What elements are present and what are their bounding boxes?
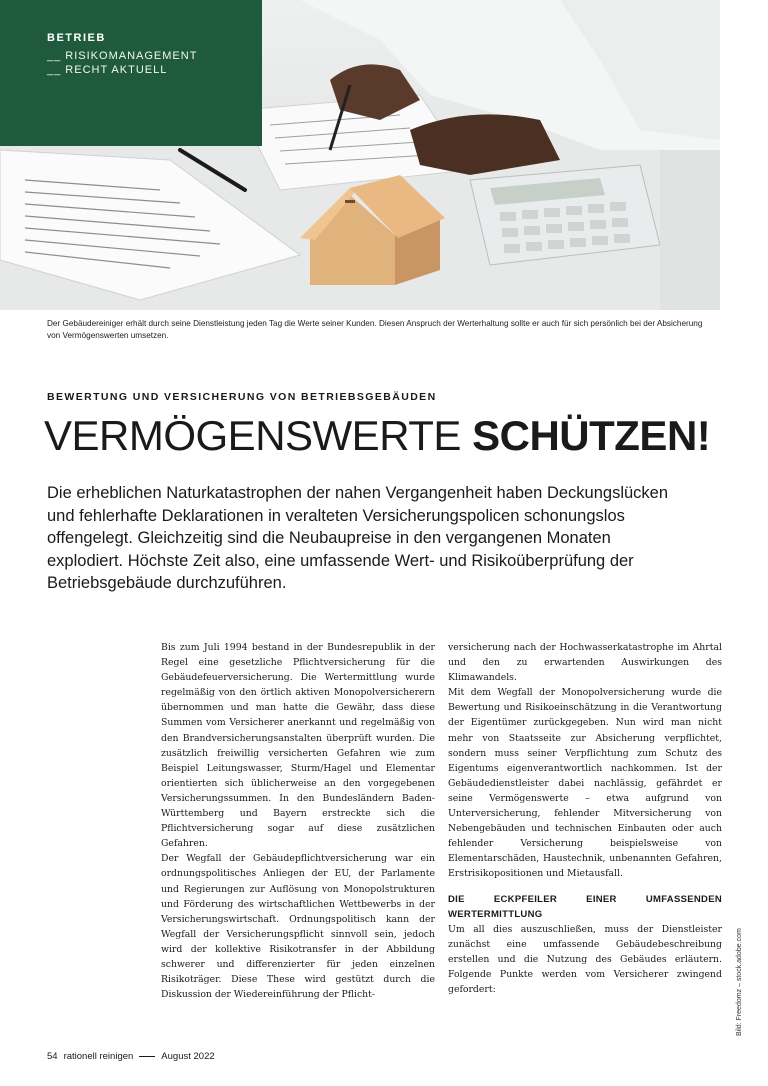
article-headline [44, 411, 710, 461]
body-column-1 [161, 640, 435, 1002]
section-subtitle-2: __ RECHT AKTUELL [47, 64, 168, 76]
section-title: BETRIEB [47, 32, 106, 44]
paragraph: Der Wegfall der Gebäudepflichtversicherung war ein ordnungspolitisches Anliegen der EU, der Parlamente und Regierungen zur Auflösung von Monopolstrukturen und Förderung des wirtschaftlichen Wettbewerbs in der Versicherungswirtschaft. Ordnungspolitisch kann der Wegfall der Versicherungspflicht sinnvoll sein, jedoch wird der kollektive Risikotransfer in der Abbildung schwerer und differenzierter für jeden einzelnen Risikoträger. Diese These wird gestützt durch die Diskussion der Wiedereinführung der Pflicht- [161, 853, 435, 1001]
photo-caption: Der Gebäudereiniger erhält durch seine Dienstleistung jeden Tag die Werte seiner Kunden. Diesen Anspruch der Werterhaltung sollte er auch für sich persönlich bei der Absicherung von Vermögenswerten umsetzen. [47, 319, 703, 340]
section-label-box [0, 0, 262, 146]
paragraph: Um all dies auszuschließen, muss der Dienstleister zunächst eine umfassende Gebäudebeschreibung erstellen und die Nutzung des Gebäudes erläutern. Folgende Punkte werden vom Versicherer zwingend gefordert: [448, 923, 722, 995]
section-subtitle-1: __ RISIKOMANAGEMENT [47, 50, 198, 62]
page-number: 54 [47, 1051, 58, 1062]
section-subhead: DIE ECKPFEILER EINER UMFASSENDEN WERTERMITTLUNG [448, 893, 722, 920]
image-credit: Bild: Freedomz – stock.adobe.com [736, 928, 743, 1036]
article-kicker: BEWERTUNG UND VERSICHERUNG VON BETRIEBSGEBÄUDEN [47, 391, 437, 403]
headline-light: VERMÖGENSWERTE [44, 412, 461, 459]
paragraph: Mit dem Wegfall der Monopolversicherung wurde die Bewertung und Risikoeinschätzung in die Verantwortung der Eigentümer zurückgegeben. Nun wird man nicht mehr von Staatsseite zur Absicherung verpflichtet, sondern muss seiner Verpflichtung zum Schutz des Eigentums eigenverantwortlich nachkommen. Ist der Gebäudedienstleister dabei nachlässig, gefährdet er seine Vermögenswerte – etwa aufgrund von Unterversicherung, fehlender Mitversicherung von Nebengebäuden und technischen Einbauten oder auch fehlender Versicherung beispielsweise von Elementarschäden, Haustechnik, unbenannten Gefahren, Erstrisikopositionen und Mietausfall. [448, 687, 722, 880]
page-footer [47, 1051, 215, 1062]
article-lead: Die erheblichen Naturkatastrophen der nahen Vergangenheit haben Deckungslücken und fehlerhafte Deklarationen in veralteten Versicherungspolicen schonungslos offengelegt. Gleichzeitig sind die Neubaupreise in den vergangenen Monaten explodiert. Höchste Zeit also, eine umfassende Wert- und Risikoüberprüfung der Betriebsgebäude durchzuführen. [47, 484, 669, 592]
paragraph: versicherung nach der Hochwasserkatastrophe im Ahrtal und den zu erwartenden Auswirkungen des Klimawandels. [448, 642, 722, 684]
paragraph: Bis zum Juli 1994 bestand in der Bundesrepublik in der Regel eine gesetzliche Pflichtversicherung für die Gebäudefeuerversicherung. Die Wertermittlung wurde regelmäßig von den örtlich aktiven Monopolversicherern übernommen und man hatte die Gewähr, dass diese Summen vom Versicherer anerkannt und regelmäßig von den Brandversicherungsanstalten überprüft wurden. Die zusätzlich freiwillig versicherten Gefahren wie zum Beispiel Leitungswasser, Sturm/Hagel und Elementar orientierten sich üblicherweise an den vorgegebenen Versicherungssummen. In den Bundesländern Baden-Württemberg und Bayern erstreckte sich die Pflichtversicherung sogar auf diese zusätzlichen Gefahren. [161, 642, 435, 850]
magazine-name: rationell reinigen [63, 1051, 134, 1062]
footer-separator [139, 1056, 155, 1057]
body-column-2 [448, 640, 722, 997]
hero-photo [0, 0, 720, 310]
headline-bold: SCHÜTZEN! [472, 412, 711, 459]
issue-date: August 2022 [161, 1051, 215, 1062]
